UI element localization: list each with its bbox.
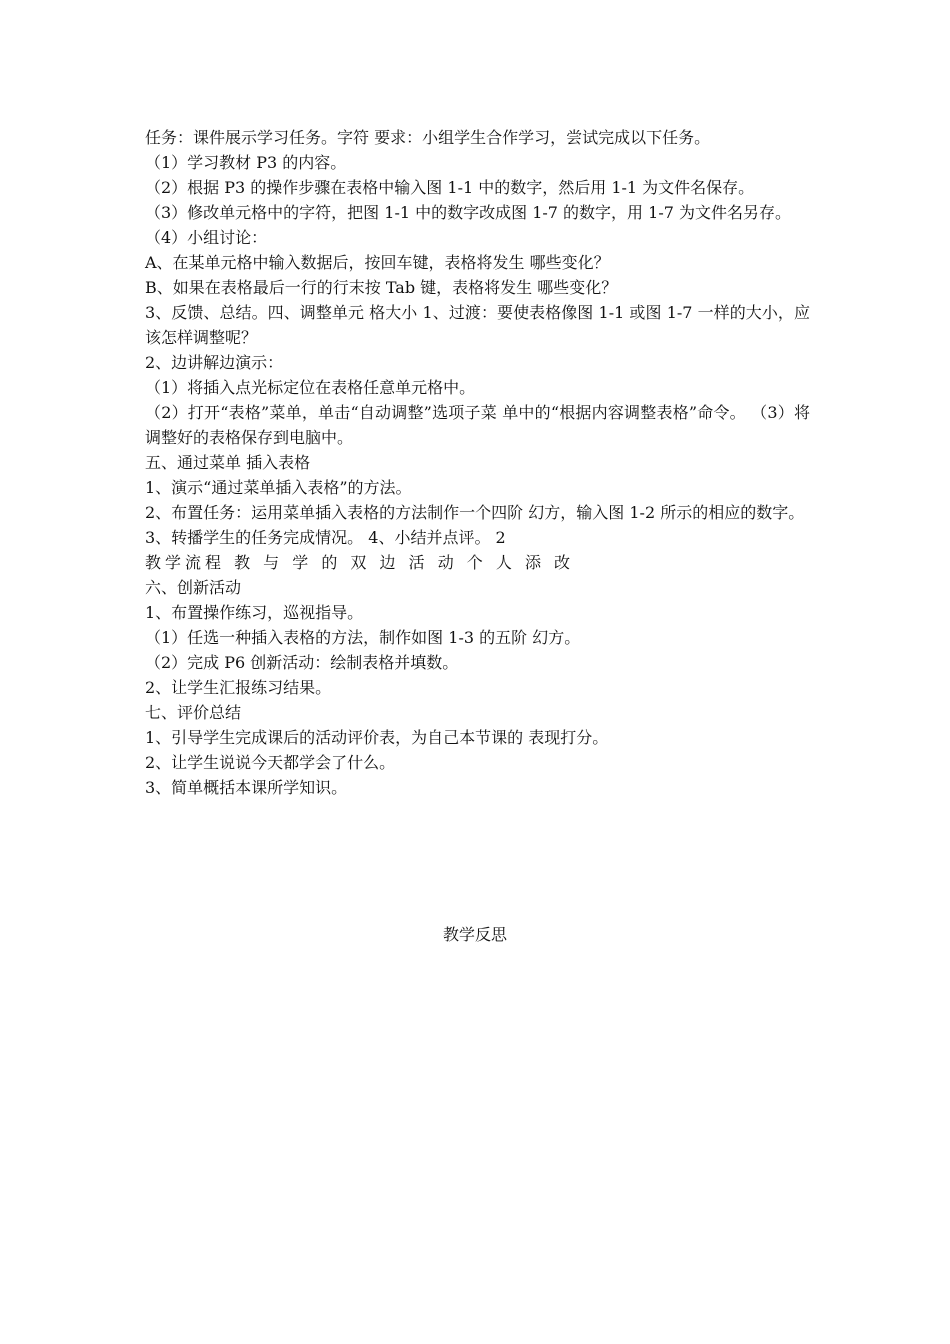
section-five-heading: 五、通过菜单 插入表格 — [145, 453, 311, 472]
task-item-4: （4）小组讨论： — [145, 228, 268, 247]
demo-heading: 2、边讲解边演示： — [145, 353, 284, 372]
section-six-subitem-2: （2）完成 P6 创新活动：绘制表格并填数。 — [145, 653, 459, 672]
task-item-1: （1）学习教材 P3 的内容。 — [145, 153, 347, 172]
section-five-item-2: 2、布置任务：运用菜单插入表格的方法制作一个四阶 幻方，输入图 1-2 所示的相应的数字。 — [145, 503, 805, 522]
lesson-body — [145, 125, 810, 800]
demo-step-2: （2）打开“表格”菜单，单击“自动调整”选项子菜 单中的“根据内容调整表格”命令。 （3）将调整好的表格保存到电脑中。 — [145, 403, 810, 447]
section-seven-item-3: 3、简单概括本课所学知识。 — [145, 778, 348, 797]
demo-step-1: （1）将插入点光标定位在表格任意单元格中。 — [145, 378, 476, 397]
section-six-subitem-1: （1）任选一种插入表格的方法，制作如图 1-3 的五阶 幻方。 — [145, 628, 581, 647]
discussion-question-b: B、如果在表格最后一行的行末按 Tab 键，表格将发生 哪些变化？ — [145, 278, 618, 297]
section-five-item-3: 3、转播学生的任务完成情况。 4、小结并点评。 2 — [145, 528, 506, 547]
flow-header-line: 教学流程 教 与 学 的 双 边 活 动 个 人 添 改 — [145, 553, 575, 572]
section-six-item-2: 2、让学生汇报练习结果。 — [145, 678, 332, 697]
task-item-2: （2）根据 P3 的操作步骤在表格中输入图 1-1 中的数字，然后用 1-1 为文件名保存。 — [145, 178, 755, 197]
section-seven-item-2: 2、让学生说说今天都学会了什么。 — [145, 753, 396, 772]
task-intro-line: 任务：课件展示学习任务。字符 要求：小组学生合作学习，尝试完成以下任务。 — [145, 128, 711, 147]
section-six-heading: 六、创新活动 — [145, 578, 242, 597]
task-item-3: （3）修改单元格中的字符，把图 1-1 中的数字改成图 1-7 的数字，用 1-7 为文件名另存。 — [145, 203, 791, 222]
section-six-item-1: 1、布置操作练习，巡视指导。 — [145, 603, 364, 622]
feedback-summary-paragraph: 3、反馈、总结。四、调整单元 格大小 1、过渡：要使表格像图 1-1 或图 1-7 一样的大小，应 该怎样调整呢？ — [145, 303, 810, 347]
discussion-question-a: A、在某单元格中输入数据后，按回车键，表格将发生 哪些变化？ — [145, 253, 610, 272]
section-five-item-1: 1、演示“通过菜单插入表格”的方法。 — [145, 478, 412, 497]
section-seven-heading: 七、评价总结 — [145, 703, 242, 722]
reflection-title: 教学反思 — [442, 925, 507, 944]
section-seven-item-1: 1、引导学生完成课后的活动评价表，为自己本节课的 表现打分。 — [145, 728, 609, 747]
